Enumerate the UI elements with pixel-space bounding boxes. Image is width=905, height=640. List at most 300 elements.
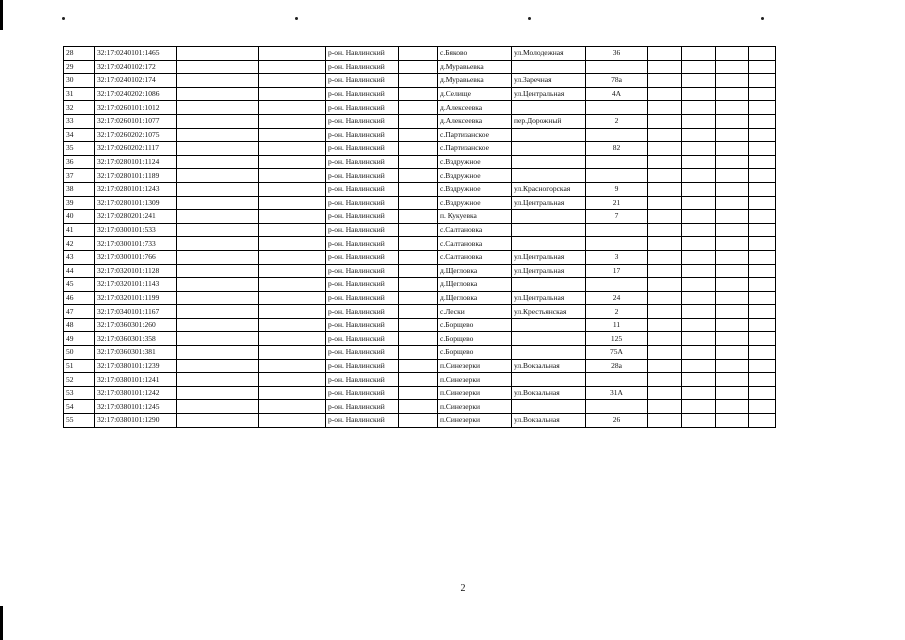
settlement-cell: п.Синезерки bbox=[438, 414, 512, 428]
empty-cell bbox=[749, 101, 776, 115]
binding-hole-dot bbox=[761, 17, 764, 20]
district-cell: р-он. Навлинский bbox=[326, 318, 399, 332]
empty-cell bbox=[716, 250, 749, 264]
settlement-cell: с.Борщево bbox=[438, 332, 512, 346]
empty-cell bbox=[648, 60, 682, 74]
settlement-cell: с.Борщево bbox=[438, 346, 512, 360]
row-number-cell: 29 bbox=[64, 60, 95, 74]
empty-cell bbox=[259, 169, 326, 183]
empty-cell bbox=[749, 359, 776, 373]
empty-cell bbox=[716, 332, 749, 346]
empty-cell bbox=[259, 318, 326, 332]
house-number-cell bbox=[586, 128, 648, 142]
scan-edge-mark-bottom bbox=[0, 606, 3, 640]
table-row bbox=[64, 196, 776, 210]
house-number-cell: 2 bbox=[586, 305, 648, 319]
street-cell: ул.Центральная bbox=[512, 250, 586, 264]
empty-cell bbox=[259, 128, 326, 142]
empty-cell bbox=[399, 373, 438, 387]
empty-cell bbox=[749, 155, 776, 169]
empty-cell bbox=[259, 101, 326, 115]
settlement-cell: д.Щегловка bbox=[438, 264, 512, 278]
row-number-cell: 44 bbox=[64, 264, 95, 278]
empty-cell bbox=[259, 373, 326, 387]
settlement-cell: д.Муравьевка bbox=[438, 60, 512, 74]
table-row bbox=[64, 237, 776, 251]
empty-cell bbox=[648, 128, 682, 142]
empty-cell bbox=[682, 74, 716, 88]
district-cell: р-он. Навлинский bbox=[326, 196, 399, 210]
district-cell: р-он. Навлинский bbox=[326, 60, 399, 74]
row-number-cell: 34 bbox=[64, 128, 95, 142]
empty-cell bbox=[716, 142, 749, 156]
empty-cell bbox=[716, 400, 749, 414]
cadastral-number-cell: 32:17:0380101:1242 bbox=[95, 386, 177, 400]
table-row bbox=[64, 114, 776, 128]
settlement-cell: п.Синезерки bbox=[438, 373, 512, 387]
empty-cell bbox=[749, 291, 776, 305]
empty-cell bbox=[399, 346, 438, 360]
empty-cell bbox=[259, 210, 326, 224]
settlement-cell: с.Салтановка bbox=[438, 223, 512, 237]
empty-cell bbox=[399, 386, 438, 400]
empty-cell bbox=[399, 210, 438, 224]
empty-cell bbox=[177, 114, 259, 128]
empty-cell bbox=[682, 318, 716, 332]
row-number-cell: 55 bbox=[64, 414, 95, 428]
cadastral-number-cell: 32:17:0320101:1128 bbox=[95, 264, 177, 278]
empty-cell bbox=[259, 278, 326, 292]
empty-cell bbox=[749, 210, 776, 224]
empty-cell bbox=[177, 74, 259, 88]
row-number-cell: 39 bbox=[64, 196, 95, 210]
empty-cell bbox=[682, 142, 716, 156]
empty-cell bbox=[399, 101, 438, 115]
empty-cell bbox=[177, 182, 259, 196]
empty-cell bbox=[177, 318, 259, 332]
empty-cell bbox=[716, 155, 749, 169]
empty-cell bbox=[177, 47, 259, 61]
empty-cell bbox=[716, 182, 749, 196]
district-cell: р-он. Навлинский bbox=[326, 400, 399, 414]
empty-cell bbox=[749, 332, 776, 346]
district-cell: р-он. Навлинский bbox=[326, 169, 399, 183]
table-row bbox=[64, 182, 776, 196]
binding-hole-dot bbox=[295, 17, 298, 20]
empty-cell bbox=[259, 87, 326, 101]
house-number-cell bbox=[586, 60, 648, 74]
street-cell bbox=[512, 318, 586, 332]
street-cell bbox=[512, 60, 586, 74]
street-cell bbox=[512, 210, 586, 224]
table-row bbox=[64, 386, 776, 400]
house-number-cell bbox=[586, 101, 648, 115]
street-cell bbox=[512, 128, 586, 142]
house-number-cell: 28а bbox=[586, 359, 648, 373]
empty-cell bbox=[177, 87, 259, 101]
empty-cell bbox=[716, 196, 749, 210]
row-number-cell: 47 bbox=[64, 305, 95, 319]
settlement-cell: д.Алексеевка bbox=[438, 101, 512, 115]
empty-cell bbox=[682, 359, 716, 373]
empty-cell bbox=[749, 169, 776, 183]
table-row bbox=[64, 291, 776, 305]
empty-cell bbox=[648, 332, 682, 346]
empty-cell bbox=[399, 182, 438, 196]
empty-cell bbox=[716, 291, 749, 305]
empty-cell bbox=[682, 346, 716, 360]
district-cell: р-он. Навлинский bbox=[326, 155, 399, 169]
empty-cell bbox=[399, 223, 438, 237]
cadastral-number-cell: 32:17:0300101:533 bbox=[95, 223, 177, 237]
empty-cell bbox=[648, 400, 682, 414]
street-cell bbox=[512, 169, 586, 183]
empty-cell bbox=[399, 60, 438, 74]
empty-cell bbox=[682, 223, 716, 237]
row-number-cell: 35 bbox=[64, 142, 95, 156]
empty-cell bbox=[749, 223, 776, 237]
row-number-cell: 33 bbox=[64, 114, 95, 128]
empty-cell bbox=[648, 414, 682, 428]
table-row bbox=[64, 155, 776, 169]
house-number-cell: 17 bbox=[586, 264, 648, 278]
row-number-cell: 50 bbox=[64, 346, 95, 360]
cadastral-number-cell: 32:17:0240102:174 bbox=[95, 74, 177, 88]
street-cell bbox=[512, 101, 586, 115]
settlement-cell: д.Муравьевка bbox=[438, 74, 512, 88]
house-number-cell: 24 bbox=[586, 291, 648, 305]
row-number-cell: 31 bbox=[64, 87, 95, 101]
empty-cell bbox=[177, 414, 259, 428]
district-cell: р-он. Навлинский bbox=[326, 47, 399, 61]
house-number-cell bbox=[586, 223, 648, 237]
house-number-cell: 4А bbox=[586, 87, 648, 101]
district-cell: р-он. Навлинский bbox=[326, 142, 399, 156]
empty-cell bbox=[716, 264, 749, 278]
settlement-cell: п.Синезерки bbox=[438, 386, 512, 400]
cadastral-number-cell: 32:17:0280101:1189 bbox=[95, 169, 177, 183]
district-cell: р-он. Навлинский bbox=[326, 210, 399, 224]
empty-cell bbox=[716, 101, 749, 115]
row-number-cell: 32 bbox=[64, 101, 95, 115]
empty-cell bbox=[259, 346, 326, 360]
empty-cell bbox=[716, 305, 749, 319]
empty-cell bbox=[682, 373, 716, 387]
cadastral-number-cell: 32:17:0280201:241 bbox=[95, 210, 177, 224]
table-row bbox=[64, 47, 776, 61]
empty-cell bbox=[716, 74, 749, 88]
row-number-cell: 28 bbox=[64, 47, 95, 61]
empty-cell bbox=[716, 346, 749, 360]
settlement-cell: с.Партизанское bbox=[438, 142, 512, 156]
row-number-cell: 48 bbox=[64, 318, 95, 332]
empty-cell bbox=[648, 318, 682, 332]
binding-hole-dot bbox=[528, 17, 531, 20]
district-cell: р-он. Навлинский bbox=[326, 359, 399, 373]
table-row bbox=[64, 305, 776, 319]
table-row bbox=[64, 223, 776, 237]
table-row bbox=[64, 210, 776, 224]
row-number-cell: 49 bbox=[64, 332, 95, 346]
empty-cell bbox=[682, 250, 716, 264]
empty-cell bbox=[259, 250, 326, 264]
empty-cell bbox=[682, 169, 716, 183]
empty-cell bbox=[648, 386, 682, 400]
empty-cell bbox=[399, 155, 438, 169]
street-cell: ул.Вокзальная bbox=[512, 359, 586, 373]
empty-cell bbox=[259, 223, 326, 237]
empty-cell bbox=[259, 305, 326, 319]
empty-cell bbox=[177, 400, 259, 414]
house-number-cell bbox=[586, 169, 648, 183]
empty-cell bbox=[177, 196, 259, 210]
row-number-cell: 53 bbox=[64, 386, 95, 400]
empty-cell bbox=[716, 114, 749, 128]
table-row bbox=[64, 169, 776, 183]
empty-cell bbox=[399, 128, 438, 142]
empty-cell bbox=[177, 169, 259, 183]
empty-cell bbox=[259, 74, 326, 88]
empty-cell bbox=[682, 414, 716, 428]
empty-cell bbox=[648, 291, 682, 305]
row-number-cell: 51 bbox=[64, 359, 95, 373]
empty-cell bbox=[177, 373, 259, 387]
street-cell: ул.Вокзальная bbox=[512, 414, 586, 428]
empty-cell bbox=[716, 223, 749, 237]
settlement-cell: с.Вздружное bbox=[438, 196, 512, 210]
table-row bbox=[64, 128, 776, 142]
district-cell: р-он. Навлинский bbox=[326, 182, 399, 196]
empty-cell bbox=[749, 60, 776, 74]
empty-cell bbox=[716, 47, 749, 61]
empty-cell bbox=[259, 264, 326, 278]
empty-cell bbox=[749, 114, 776, 128]
row-number-cell: 45 bbox=[64, 278, 95, 292]
empty-cell bbox=[177, 155, 259, 169]
settlement-cell: д.Селище bbox=[438, 87, 512, 101]
table-row bbox=[64, 87, 776, 101]
empty-cell bbox=[259, 291, 326, 305]
empty-cell bbox=[648, 169, 682, 183]
empty-cell bbox=[259, 237, 326, 251]
table-row bbox=[64, 101, 776, 115]
empty-cell bbox=[177, 346, 259, 360]
empty-cell bbox=[682, 87, 716, 101]
empty-cell bbox=[177, 237, 259, 251]
district-cell: р-он. Навлинский bbox=[326, 386, 399, 400]
house-number-cell: 21 bbox=[586, 196, 648, 210]
empty-cell bbox=[259, 47, 326, 61]
empty-cell bbox=[399, 196, 438, 210]
empty-cell bbox=[648, 346, 682, 360]
cadastral-number-cell: 32:17:0280101:1124 bbox=[95, 155, 177, 169]
district-cell: р-он. Навлинский bbox=[326, 237, 399, 251]
table-row bbox=[64, 60, 776, 74]
empty-cell bbox=[177, 210, 259, 224]
empty-cell bbox=[259, 414, 326, 428]
empty-cell bbox=[648, 155, 682, 169]
empty-cell bbox=[259, 359, 326, 373]
empty-cell bbox=[749, 237, 776, 251]
empty-cell bbox=[177, 60, 259, 74]
empty-cell bbox=[648, 278, 682, 292]
house-number-cell: 11 bbox=[586, 318, 648, 332]
street-cell bbox=[512, 278, 586, 292]
cadastral-number-cell: 32:17:0260101:1077 bbox=[95, 114, 177, 128]
empty-cell bbox=[682, 60, 716, 74]
settlement-cell: с.Борщево bbox=[438, 318, 512, 332]
table-row bbox=[64, 400, 776, 414]
district-cell: р-он. Навлинский bbox=[326, 264, 399, 278]
empty-cell bbox=[749, 250, 776, 264]
empty-cell bbox=[716, 278, 749, 292]
binding-hole-dot bbox=[62, 17, 65, 20]
empty-cell bbox=[682, 264, 716, 278]
empty-cell bbox=[749, 182, 776, 196]
settlement-cell: с.Бяково bbox=[438, 47, 512, 61]
empty-cell bbox=[177, 142, 259, 156]
empty-cell bbox=[177, 278, 259, 292]
empty-cell bbox=[749, 386, 776, 400]
empty-cell bbox=[648, 196, 682, 210]
empty-cell bbox=[177, 359, 259, 373]
house-number-cell: 36 bbox=[586, 47, 648, 61]
house-number-cell: 7 bbox=[586, 210, 648, 224]
registry-table-body bbox=[64, 47, 776, 428]
settlement-cell: п.Синезерки bbox=[438, 359, 512, 373]
street-cell: ул.Центральная bbox=[512, 264, 586, 278]
settlement-cell: с.Партизанское bbox=[438, 128, 512, 142]
empty-cell bbox=[716, 237, 749, 251]
street-cell: ул.Центральная bbox=[512, 196, 586, 210]
empty-cell bbox=[399, 318, 438, 332]
district-cell: р-он. Навлинский bbox=[326, 278, 399, 292]
empty-cell bbox=[177, 250, 259, 264]
empty-cell bbox=[682, 332, 716, 346]
cadastral-number-cell: 32:17:0240202:1086 bbox=[95, 87, 177, 101]
empty-cell bbox=[177, 101, 259, 115]
cadastral-number-cell: 32:17:0360301:260 bbox=[95, 318, 177, 332]
empty-cell bbox=[648, 373, 682, 387]
page-number: 2 bbox=[460, 583, 466, 594]
empty-cell bbox=[682, 305, 716, 319]
empty-cell bbox=[749, 47, 776, 61]
district-cell: р-он. Навлинский bbox=[326, 87, 399, 101]
empty-cell bbox=[399, 250, 438, 264]
table-row bbox=[64, 373, 776, 387]
empty-cell bbox=[749, 373, 776, 387]
empty-cell bbox=[399, 400, 438, 414]
house-number-cell: 9 bbox=[586, 182, 648, 196]
empty-cell bbox=[749, 142, 776, 156]
table-row bbox=[64, 142, 776, 156]
row-number-cell: 42 bbox=[64, 237, 95, 251]
house-number-cell: 75А bbox=[586, 346, 648, 360]
table-row bbox=[64, 346, 776, 360]
empty-cell bbox=[716, 386, 749, 400]
empty-cell bbox=[682, 47, 716, 61]
empty-cell bbox=[716, 373, 749, 387]
cadastral-number-cell: 32:17:0300101:733 bbox=[95, 237, 177, 251]
house-number-cell bbox=[586, 155, 648, 169]
empty-cell bbox=[399, 142, 438, 156]
cadastral-number-cell: 32:17:0340101:1167 bbox=[95, 305, 177, 319]
settlement-cell: д.Алексеевка bbox=[438, 114, 512, 128]
empty-cell bbox=[682, 114, 716, 128]
street-cell bbox=[512, 346, 586, 360]
cadastral-number-cell: 32:17:0240101:1465 bbox=[95, 47, 177, 61]
district-cell: р-он. Навлинский bbox=[326, 128, 399, 142]
empty-cell bbox=[177, 291, 259, 305]
empty-cell bbox=[259, 332, 326, 346]
table-row bbox=[64, 264, 776, 278]
empty-cell bbox=[399, 264, 438, 278]
empty-cell bbox=[399, 291, 438, 305]
empty-cell bbox=[648, 142, 682, 156]
empty-cell bbox=[648, 210, 682, 224]
street-cell: ул.Вокзальная bbox=[512, 386, 586, 400]
row-number-cell: 40 bbox=[64, 210, 95, 224]
empty-cell bbox=[749, 414, 776, 428]
empty-cell bbox=[749, 346, 776, 360]
empty-cell bbox=[259, 386, 326, 400]
house-number-cell: 31А bbox=[586, 386, 648, 400]
district-cell: р-он. Навлинский bbox=[326, 305, 399, 319]
row-number-cell: 43 bbox=[64, 250, 95, 264]
empty-cell bbox=[749, 278, 776, 292]
empty-cell bbox=[399, 414, 438, 428]
district-cell: р-он. Навлинский bbox=[326, 373, 399, 387]
empty-cell bbox=[399, 169, 438, 183]
empty-cell bbox=[716, 318, 749, 332]
empty-cell bbox=[177, 386, 259, 400]
property-registry-table bbox=[63, 46, 776, 428]
empty-cell bbox=[399, 359, 438, 373]
district-cell: р-он. Навлинский bbox=[326, 414, 399, 428]
empty-cell bbox=[648, 182, 682, 196]
street-cell bbox=[512, 223, 586, 237]
row-number-cell: 36 bbox=[64, 155, 95, 169]
empty-cell bbox=[749, 74, 776, 88]
empty-cell bbox=[259, 60, 326, 74]
settlement-cell: п.Синезерки bbox=[438, 400, 512, 414]
cadastral-number-cell: 32:17:0360301:358 bbox=[95, 332, 177, 346]
house-number-cell bbox=[586, 373, 648, 387]
empty-cell bbox=[749, 87, 776, 101]
row-number-cell: 38 bbox=[64, 182, 95, 196]
empty-cell bbox=[259, 196, 326, 210]
empty-cell bbox=[716, 359, 749, 373]
house-number-cell: 26 bbox=[586, 414, 648, 428]
empty-cell bbox=[399, 114, 438, 128]
empty-cell bbox=[177, 332, 259, 346]
empty-cell bbox=[682, 278, 716, 292]
empty-cell bbox=[716, 128, 749, 142]
settlement-cell: с.Вздружное bbox=[438, 155, 512, 169]
table-row bbox=[64, 278, 776, 292]
scan-edge-mark-top bbox=[0, 0, 3, 30]
cadastral-number-cell: 32:17:0260101:1012 bbox=[95, 101, 177, 115]
empty-cell bbox=[399, 278, 438, 292]
row-number-cell: 54 bbox=[64, 400, 95, 414]
empty-cell bbox=[259, 182, 326, 196]
empty-cell bbox=[399, 332, 438, 346]
empty-cell bbox=[648, 114, 682, 128]
settlement-cell: с.Вздружное bbox=[438, 169, 512, 183]
empty-cell bbox=[259, 114, 326, 128]
empty-cell bbox=[682, 196, 716, 210]
empty-cell bbox=[648, 359, 682, 373]
